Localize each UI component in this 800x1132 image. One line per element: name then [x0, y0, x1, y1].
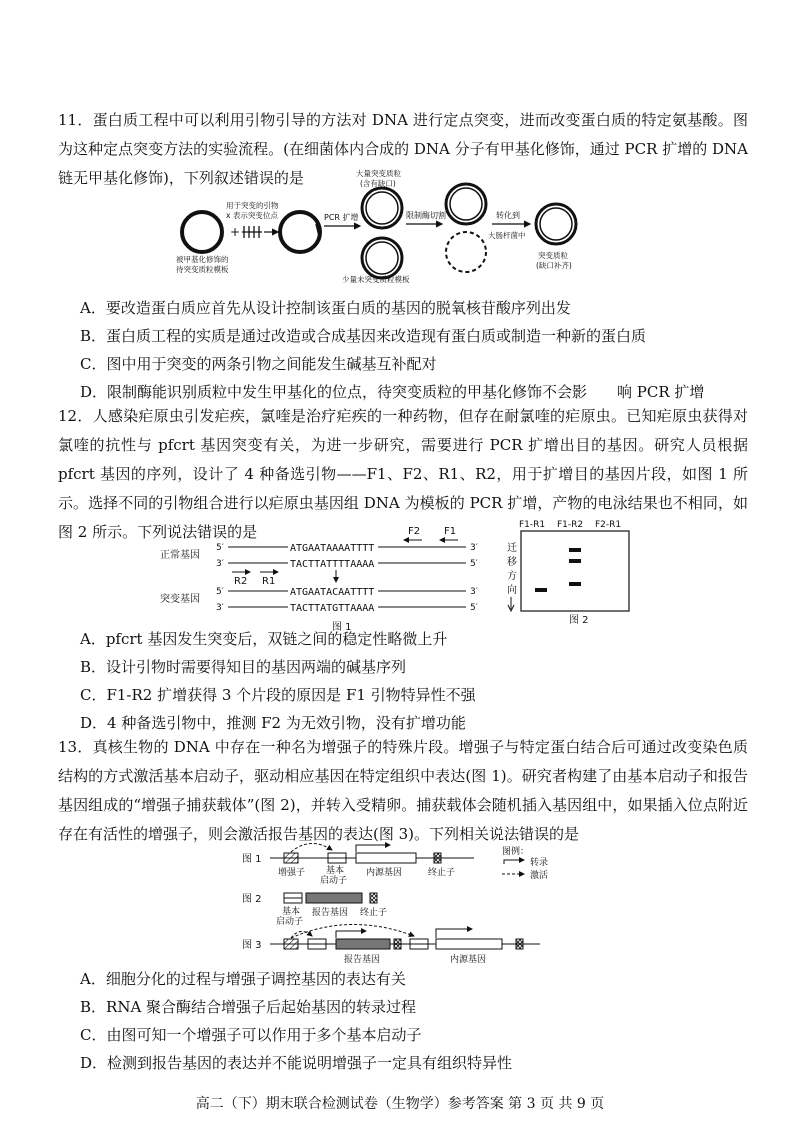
five-prime: 5′ — [216, 587, 224, 597]
label-mass-1: 大量突变质粒 — [356, 169, 401, 178]
primer-r2-label: R2 — [234, 576, 248, 587]
fig3-label: 图 3 — [242, 940, 262, 951]
endogenous-gene-box — [356, 853, 416, 863]
migration-char: 移 — [507, 557, 517, 568]
normal-gene-label: 正常基因 — [160, 550, 200, 561]
three-prime: 3′ — [470, 543, 478, 553]
gel-band — [535, 588, 547, 592]
seq-mutant-bottom: TACTTATGTTAAAA — [290, 603, 375, 614]
migration-char: 向 — [507, 585, 517, 596]
promoter-label-1: 基本 — [326, 866, 345, 876]
label-cut: 限制酶切割 — [406, 211, 446, 220]
mutant-gene-label: 突变基因 — [160, 594, 200, 605]
terminator-box-2 — [370, 893, 377, 903]
primer-r1-label: R1 — [262, 576, 276, 587]
label-pcr: PCR 扩增 — [324, 213, 359, 222]
mutation-primers-icon — [242, 226, 262, 238]
promoter-label-2b: 启动子 — [276, 917, 304, 927]
enhancer-box-3 — [284, 939, 298, 949]
reporter-label-3: 报告基因 — [344, 955, 381, 965]
seq-normal-bottom: TACTTATTTTAAAA — [290, 559, 375, 570]
legend-transcription: 转录 — [530, 858, 549, 868]
unmutated-template-plasmid — [362, 238, 402, 278]
q13-option-c: C．由图可知一个增强子可以作用于多个基本启动子 — [80, 1026, 422, 1044]
gel-band — [569, 548, 581, 552]
seq-normal-top: ATGAATAAAATTTT — [290, 543, 375, 554]
enhancer-label: 增强子 — [278, 868, 306, 878]
gel-band — [569, 582, 581, 586]
q11-option-b: B．蛋白质工程的实质是通过改造或合成基因来改造现有蛋白质或制造一种新的蛋白质 — [80, 327, 647, 345]
q11-stem: 11．蛋白质工程中可以利用引物引导的方法对 DNA 进行定点突变，进而改变蛋白质的特定氨基酸。图为这种定点突变方法的实验流程。(在细菌体内合成的 DNA 分子有甲基化修饰，通过 PCR 扩增的 DNA 链无甲基化修饰)，下列叙述错误的是 — [58, 111, 748, 187]
label-transform-1: 转化到 — [496, 211, 520, 220]
five-prime: 5′ — [216, 543, 224, 553]
label-few: 少量未突变质粒模板 — [342, 275, 410, 284]
fig1-caption: 图 1 — [332, 622, 352, 633]
q11-option-d: D．限制酶能识别质粒中发生甲基化的位点，待突变质粒的甲基化修饰不会影 响 PCR 扩增 — [80, 383, 705, 401]
label-primer-2: x 表示突变位点 — [226, 211, 278, 220]
legend-activation: 激活 — [530, 871, 549, 881]
q12-option-a: A．pfcrt 基因发生突变后，双链之间的稳定性略微上升 — [80, 630, 448, 648]
q12-figure-1 — [160, 522, 500, 642]
label-transform-2: 大肠杆菌中 — [488, 231, 526, 240]
surviving-mutant-plasmid — [446, 184, 486, 224]
reporter-gene-box-3 — [336, 939, 390, 949]
fig2-label: 图 2 — [242, 894, 262, 905]
q12-option-c: C．F1-R2 扩增获得 3 个片段的原因是 F1 引物特异性不强 — [80, 686, 476, 704]
terminator-label-2: 终止子 — [360, 908, 388, 918]
annealed-plasmid — [280, 212, 320, 252]
primer-f1-label: F1 — [444, 526, 457, 537]
plus-sign: + — [230, 225, 241, 239]
q12-figure-2-gel — [503, 515, 633, 627]
digested-template-plasmid — [446, 232, 486, 272]
label-final-2: (缺口补齐) — [536, 261, 572, 270]
q11-option-a: A．要改造蛋白质应首先从设计控制该蛋白质的基因的脱氧核苷酸序列出发 — [80, 299, 571, 317]
five-prime: 5′ — [470, 559, 478, 569]
lane-label-f1-r2: F1-R2 — [557, 520, 584, 530]
migration-char: 迁 — [507, 543, 517, 554]
q13-option-a: A．细胞分化的过程与增强子调控基因的表达有关 — [80, 970, 406, 988]
q13-stem: 13．真核生物的 DNA 中存在一种名为增强子的特殊片段。增强子与特定蛋白结合后可通过改变染色质结构的方式激活基本启动子，驱动相应基因在特定组织中表达(图 1)。研究者构建了由基本启动子和报告基因组成的“增强子捕获载体”(图 2)，并转入受精卵。捕获载体会随机插入基因组中，如果插入位点附近存在有活性的增强子，则会激活报告基因的表达(图 3)。下列相关说法错误的是 — [58, 738, 748, 843]
final-mutant-plasmid — [536, 204, 576, 244]
q13-figure — [240, 840, 580, 968]
reporter-label: 报告基因 — [312, 908, 349, 918]
reporter-gene-box — [306, 893, 362, 903]
gel-frame — [521, 531, 629, 611]
fig1-label: 图 1 — [242, 854, 262, 865]
q13-option-d: D．检测到报告基因的表达并不能说明增强子一定具有组织特异性 — [80, 1054, 513, 1072]
three-prime: 3′ — [470, 587, 478, 597]
promoter-label-1b: 基本 — [282, 907, 301, 917]
label-mass-2: (含有缺口) — [360, 179, 396, 188]
lane-label-f2-r1: F2-R1 — [595, 520, 622, 530]
endogenous-label: 内源基因 — [366, 868, 403, 878]
fig2-caption: 图 2 — [569, 615, 589, 626]
five-prime: 5′ — [470, 603, 478, 613]
legend-title: 图例： — [502, 847, 530, 857]
q12-stem: 12．人感染疟原虫引发疟疾，氯喹是治疗疟疾的一种药物，但存在耐氯喹的疟原虫。已知疟原虫获得对氯喹的抗性与 pfcrt 基因突变有关，为进一步研究，需要进行 PCR 扩增出目的基因。研究人员根据 pfcrt 基因的序列，设计了 4 种备选引物——F1、F2、R1、R2，用于扩增目的基因片段，如图 1 所示。选择不同的引物组合进行以疟原虫基因组 DNA 为模板的 PCR 扩增，产物的电泳结果也不相同，如图 2 所示。下列说法错误的是 — [58, 407, 748, 541]
primer-f2-label: F2 — [408, 526, 421, 537]
terminator-box-3b — [516, 939, 523, 949]
three-prime: 3′ — [216, 603, 224, 613]
mutant-plasmid-nicked — [362, 188, 402, 228]
lane-label-f1-r1: F1-R1 — [519, 520, 546, 530]
promoter-label-2: 启动子 — [320, 876, 348, 886]
label-final-1: 突变质粒 — [538, 251, 568, 260]
q13-option-b: B．RNA 聚合酶结合增强子后起始基因的转录过程 — [80, 998, 417, 1016]
seq-mutant-top: ATGAATACAATTTT — [290, 587, 375, 598]
q11-figure — [170, 168, 630, 286]
methylated-template-plasmid — [182, 212, 222, 252]
three-prime: 3′ — [216, 559, 224, 569]
q11-option-c: C．图中用于突变的两条引物之间能发生碱基互补配对 — [80, 355, 437, 373]
enhancer-box — [284, 853, 298, 863]
label-primer-1: 用于突变的引物 — [226, 201, 279, 210]
gel-band — [569, 559, 581, 563]
page-footer: 高二（下）期末联合检测试卷（生物学）参考答案 第 3 页 共 9 页 — [195, 1096, 605, 1112]
label-template-1: 被甲基化修饰的 — [176, 255, 229, 264]
terminator-label: 终止子 — [428, 868, 456, 878]
terminator-box — [434, 853, 441, 863]
migration-char: 方 — [507, 571, 517, 582]
terminator-box-3a — [394, 939, 401, 949]
label-template-2: 待突变质粒模板 — [176, 265, 229, 274]
q12-option-d: D．4 种备选引物中，推测 F2 为无效引物，没有扩增功能 — [80, 714, 466, 732]
endogenous-gene-box-3 — [436, 939, 502, 949]
q12-option-b: B．设计引物时需要得知目的基因两端的碱基序列 — [80, 658, 407, 676]
endogenous-label-3: 内源基因 — [450, 955, 487, 965]
